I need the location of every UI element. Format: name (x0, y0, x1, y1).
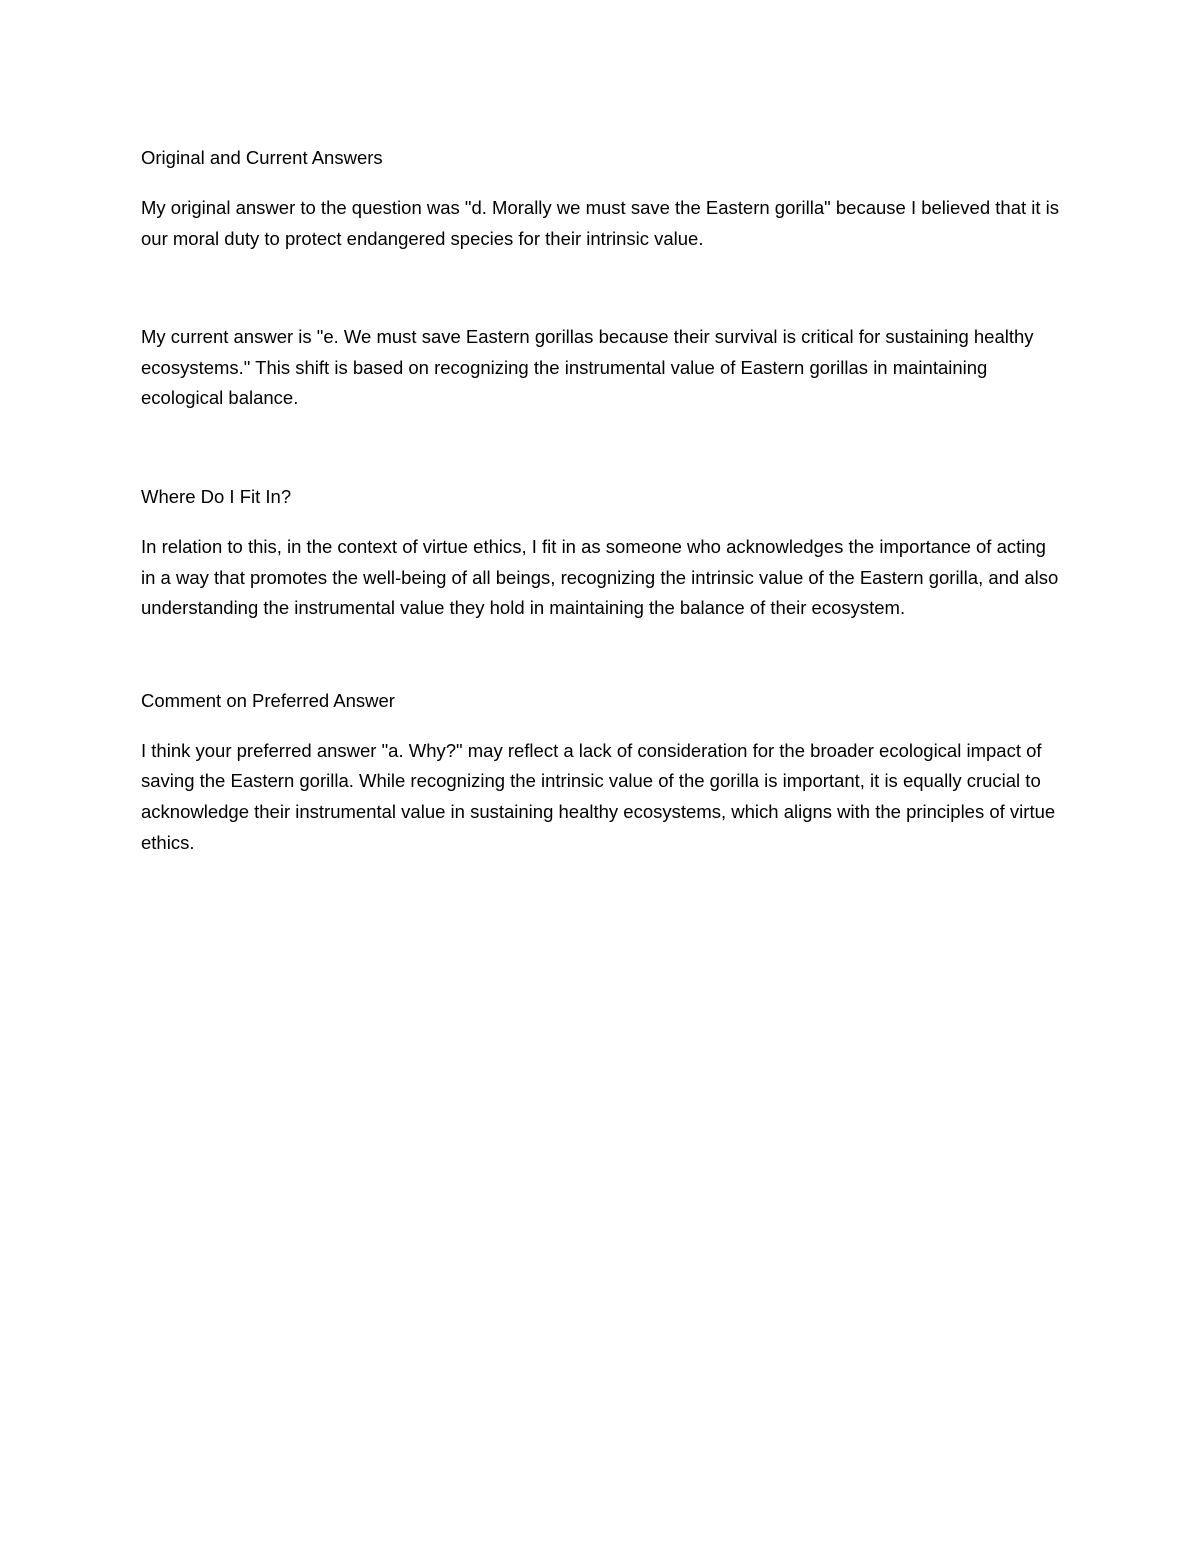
spacer (141, 414, 1061, 482)
section-heading-where-do-i-fit: Where Do I Fit In? (141, 485, 292, 507)
section-heading-original-current: Original and Current Answers (141, 147, 383, 168)
spacer (141, 624, 1061, 686)
section-heading-comment-preferred: Comment on Preferred Answer (141, 689, 395, 711)
paragraph-current-answer: My current answer is "e. We must save Eastern gorillas because their survival is critical for sustaining healthy ecosystems." This shift is based on recognizing the instrumental value of Eastern gorillas in maintaining ecological balance. (141, 326, 1034, 409)
spacer (141, 254, 1061, 322)
paragraph-original-answer: My original answer to the question was "d. Morally we must save the Eastern gorilla" because I believed that it is our moral duty to protect endangered species for their intrinsic value. (141, 197, 1060, 249)
paragraph-where-do-i-fit: In relation to this, in the context of virtue ethics, I fit in as someone who acknowledges the importance of acting in a way that promotes the well-being of all beings, recognizing the intrinsic value of the Eastern gorilla, and also understanding the instrumental value they hold in maintaining the balance of their ecosystem. (141, 535, 1059, 619)
paragraph-comment-preferred: I think your preferred answer "a. Why?" may reflect a lack of consideration for the broader ecological impact of saving the Eastern gorilla. While recognizing the intrinsic value of the gorilla is important, it is equally crucial to acknowledge their instrumental value in sustaining healthy ecosystems, which aligns with the principles of virtue ethics. (141, 739, 1056, 853)
document-body (141, 143, 1061, 858)
